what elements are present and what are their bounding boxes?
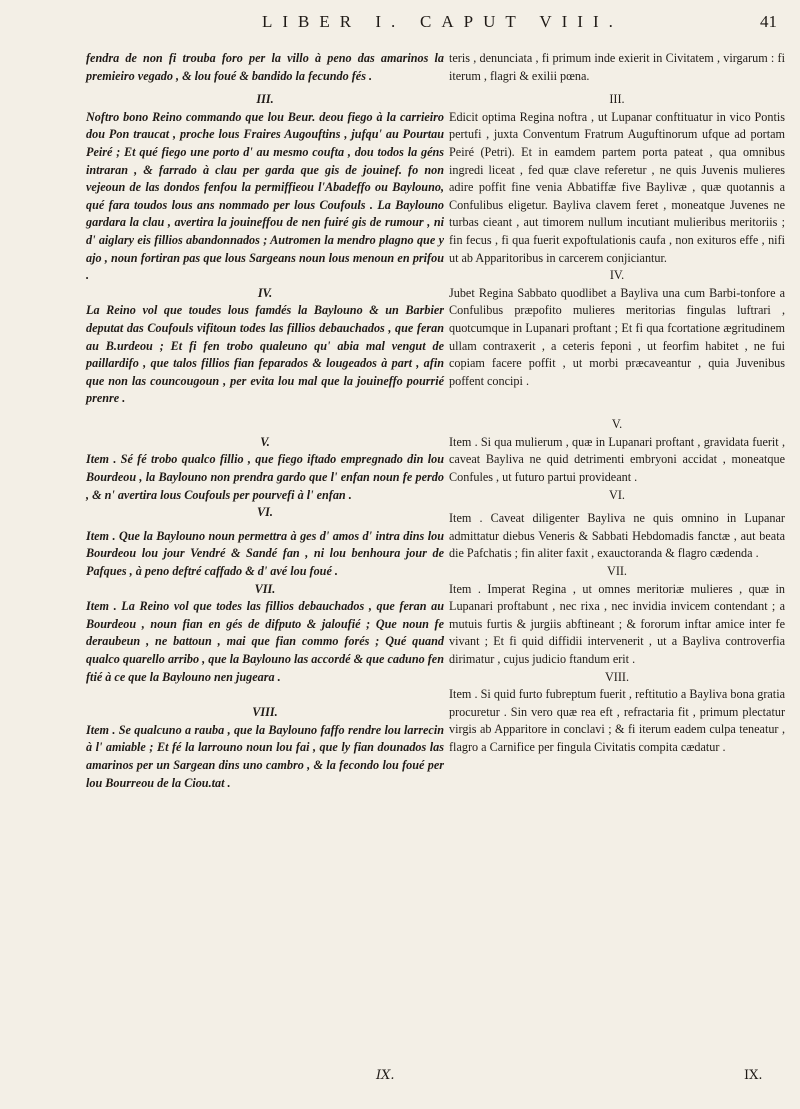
section-heading-4: IV. xyxy=(257,285,273,300)
section-heading-5: V. xyxy=(611,417,623,432)
occitan-column xyxy=(86,50,444,792)
catchword-right: IX. xyxy=(744,1068,763,1083)
paragraph-6: Item . Caveat diligenter Bayliva ne quis omnino in Lupanar admittatur diebus Veneris & Sabbati Hebdomadis fanctæ , aut beata die Pafchatis ; fin aliter faxit , exauctoranda & flagro cædenda . xyxy=(449,511,785,561)
section-heading-6: VI. xyxy=(609,487,625,502)
paragraph-7: Item . Imperat Regina , ut omnes meritoriæ mulieres , quæ in Lupanari proftabunt , nec rixa , nec invidia invicem contendant ; a mutuis furtis & jurgiis abftineant ; & fororum inftar amice inter fe vivant ; Et fi quid diffidii intervenerit , ut a Bayliva controverfia dirimatur , cujus judicio ftandum erit . xyxy=(449,581,785,666)
paragraph-5: Item . Si qua mulierum , quæ in Lupanari proftant , gravidata fuerit , caveat Bayliva ne quid detrimenti embryoni accidat , moneatque Confules , ut futuro partui provideant . xyxy=(449,434,785,485)
paragraph-5: Item . Sé fé trobo qualco fillio , que fiego iftado empregnado din lou Bourdeou , la Baylouno non prendra gardo que l' enfan noun fe perdo , & n' avertira lous Coufouls per pourvefi à l' enfan . xyxy=(86,452,444,502)
section-heading-4: IV. xyxy=(609,268,625,283)
section-heading-8: VIII. xyxy=(604,669,630,684)
section-heading-7: VII. xyxy=(254,581,276,596)
paragraph-continuation: fendra de non fi trouba foro per la villo à peno das amarinos la premieiro vegado , & lou foué & bandido la fecundo fés . xyxy=(86,51,444,83)
catchword-left: IX. xyxy=(376,1068,395,1083)
page-number: 41 xyxy=(760,12,777,31)
paragraph-8: Item . Si quid furto fubreptum fuerit , reftitutio a Bayliva bona gratia procuretur . Sin vero quæ rea eft , refractaria fit , primum plectatur virgis ab Apparitore in conclavi ; & fi iterum eadem culpa teneatur , flagro a Carnifice per fingula Civitatis compita cædatur . xyxy=(449,687,785,754)
paragraph-4: Jubet Regina Sabbato quodlibet a Bayliva una cum Barbi-tonfore a Confulibus præpofito mulieres meritorias fingulas luftrari , quotcumque in Lupanari proftant ; Et fi qua fcortatione ægritudinem ullam contraxerit , a ceteris feponi , ut feorfim habitet , ne fui copiam facere poffit , ut morbi præcaveantur , quia Juvenibus poffent concipi . xyxy=(449,285,785,388)
latin-column xyxy=(449,50,785,757)
header-chapter-label: CAPUT VIII. xyxy=(420,12,623,31)
paragraph-3: Noftro bono Reino commando que lou Beur. deou fiego à la carrieiro dou Pon traucat , proche lous Fraires Augouftins , jufqu' au Pourtau Peiré ; Et qué fiego une porto d' au mesmo coufta , dou todos la géns intraran , & farrado à clau per garda que gis de jouinef. fo non vejeoun de las dondos fenfou la permiffieou l'Abadeffo ou Baylouno, qué fara toudos lous ans nommado per lous Coufouls . La Baylouno gardara la clau , avertira la jouineffou de nen fuiré gis de rumour , ni d' aiglary eis fillios abandonnados ; Autromen la mendro plagno que y ajo , noun fortiran pas que lous Sargeans noun lous menoun en prifou . xyxy=(86,109,444,283)
paragraph-3: Edicit optima Regina noftra , ut Lupanar conftituatur in vico Pontis pertufi , juxta Conventum Fratrum Auguftinorum ufque ad portam Peiré (Petri). Et in eamdem partem porta pateat , qua omnibus ingredi liceat , fed quæ clave referetur , ne quis Juvenis mulieres adire poffit fine venia Abbatiffæ five Baylivæ , quæ quotannis a Confulibus eligetur. Bayliva clavem feret , moneatque Juvenes ne turbas cieant , aut timorem nullum incutiant mulieribus meritoriis ; fin fecus , fi qua fuerit expoftulationis caufa , non exituros effe , nifi ut ab Apparitoribus in carcerem conjiciantur. xyxy=(449,109,785,265)
section-heading-3: III. xyxy=(609,92,625,107)
section-heading-3: III. xyxy=(256,92,274,107)
paragraph-8: Item . Se qualcuno a rauba , que la Baylouno faffo rendre lou larrecin à l' amiable ; Et fé la larrouno noun lou fai , que ly fian dounados las amarinos per un Sargean dins uno cambro , & la fecondo lou foué per lou Bourreou de la Ciou.tat . xyxy=(86,722,444,790)
section-heading-8: VIII. xyxy=(252,705,278,720)
running-header xyxy=(0,12,800,40)
section-heading-5: V. xyxy=(260,434,270,449)
header-book-label: LIBER I. xyxy=(262,12,406,31)
paragraph-continuation: teris , denunciata , fi primum inde exierit in Civitatem , virgarum : fi iterum , flagri & exilii pœna. xyxy=(449,51,785,83)
section-heading-7: VII. xyxy=(607,564,627,579)
paragraph-7: Item . La Reino vol que todes las fillios debauchados , que feran au Bourdeou , noun fian en gés de difputo & jaloufié ; Que noun fe deraubeun , ne battoun , mai que fian commo forés ; Qué quand qualco quarello arribo , que la Baylouno las accordé & que caduno fen ftié à ce que la Baylouno nen jugeara . xyxy=(86,599,444,684)
paragraph-4: La Reino vol que toudes lous famdés la Baylouno & un Barbier deputat das Coufouls vifitoun todes las fillios debauchados , que feran au B.urdeou ; Et fi fen trobo qualeuno qu' abia mal vengut de paillardifo , que talos fillios fian feparados & lougeados à part , afin que non las councougoun , per evita lou mal que la jouineffo pourrié prenre . xyxy=(86,303,444,406)
section-heading-6: VI. xyxy=(257,505,273,520)
paragraph-6: Item . Que la Baylouno noun permettra à ges d' amos d' intra dins lou Bourdeou lou jour Vendré & Sandé fan , ni lou benhoura jour de Pafques , à peno deftré caffado & d' avé lou foué . xyxy=(86,528,444,579)
